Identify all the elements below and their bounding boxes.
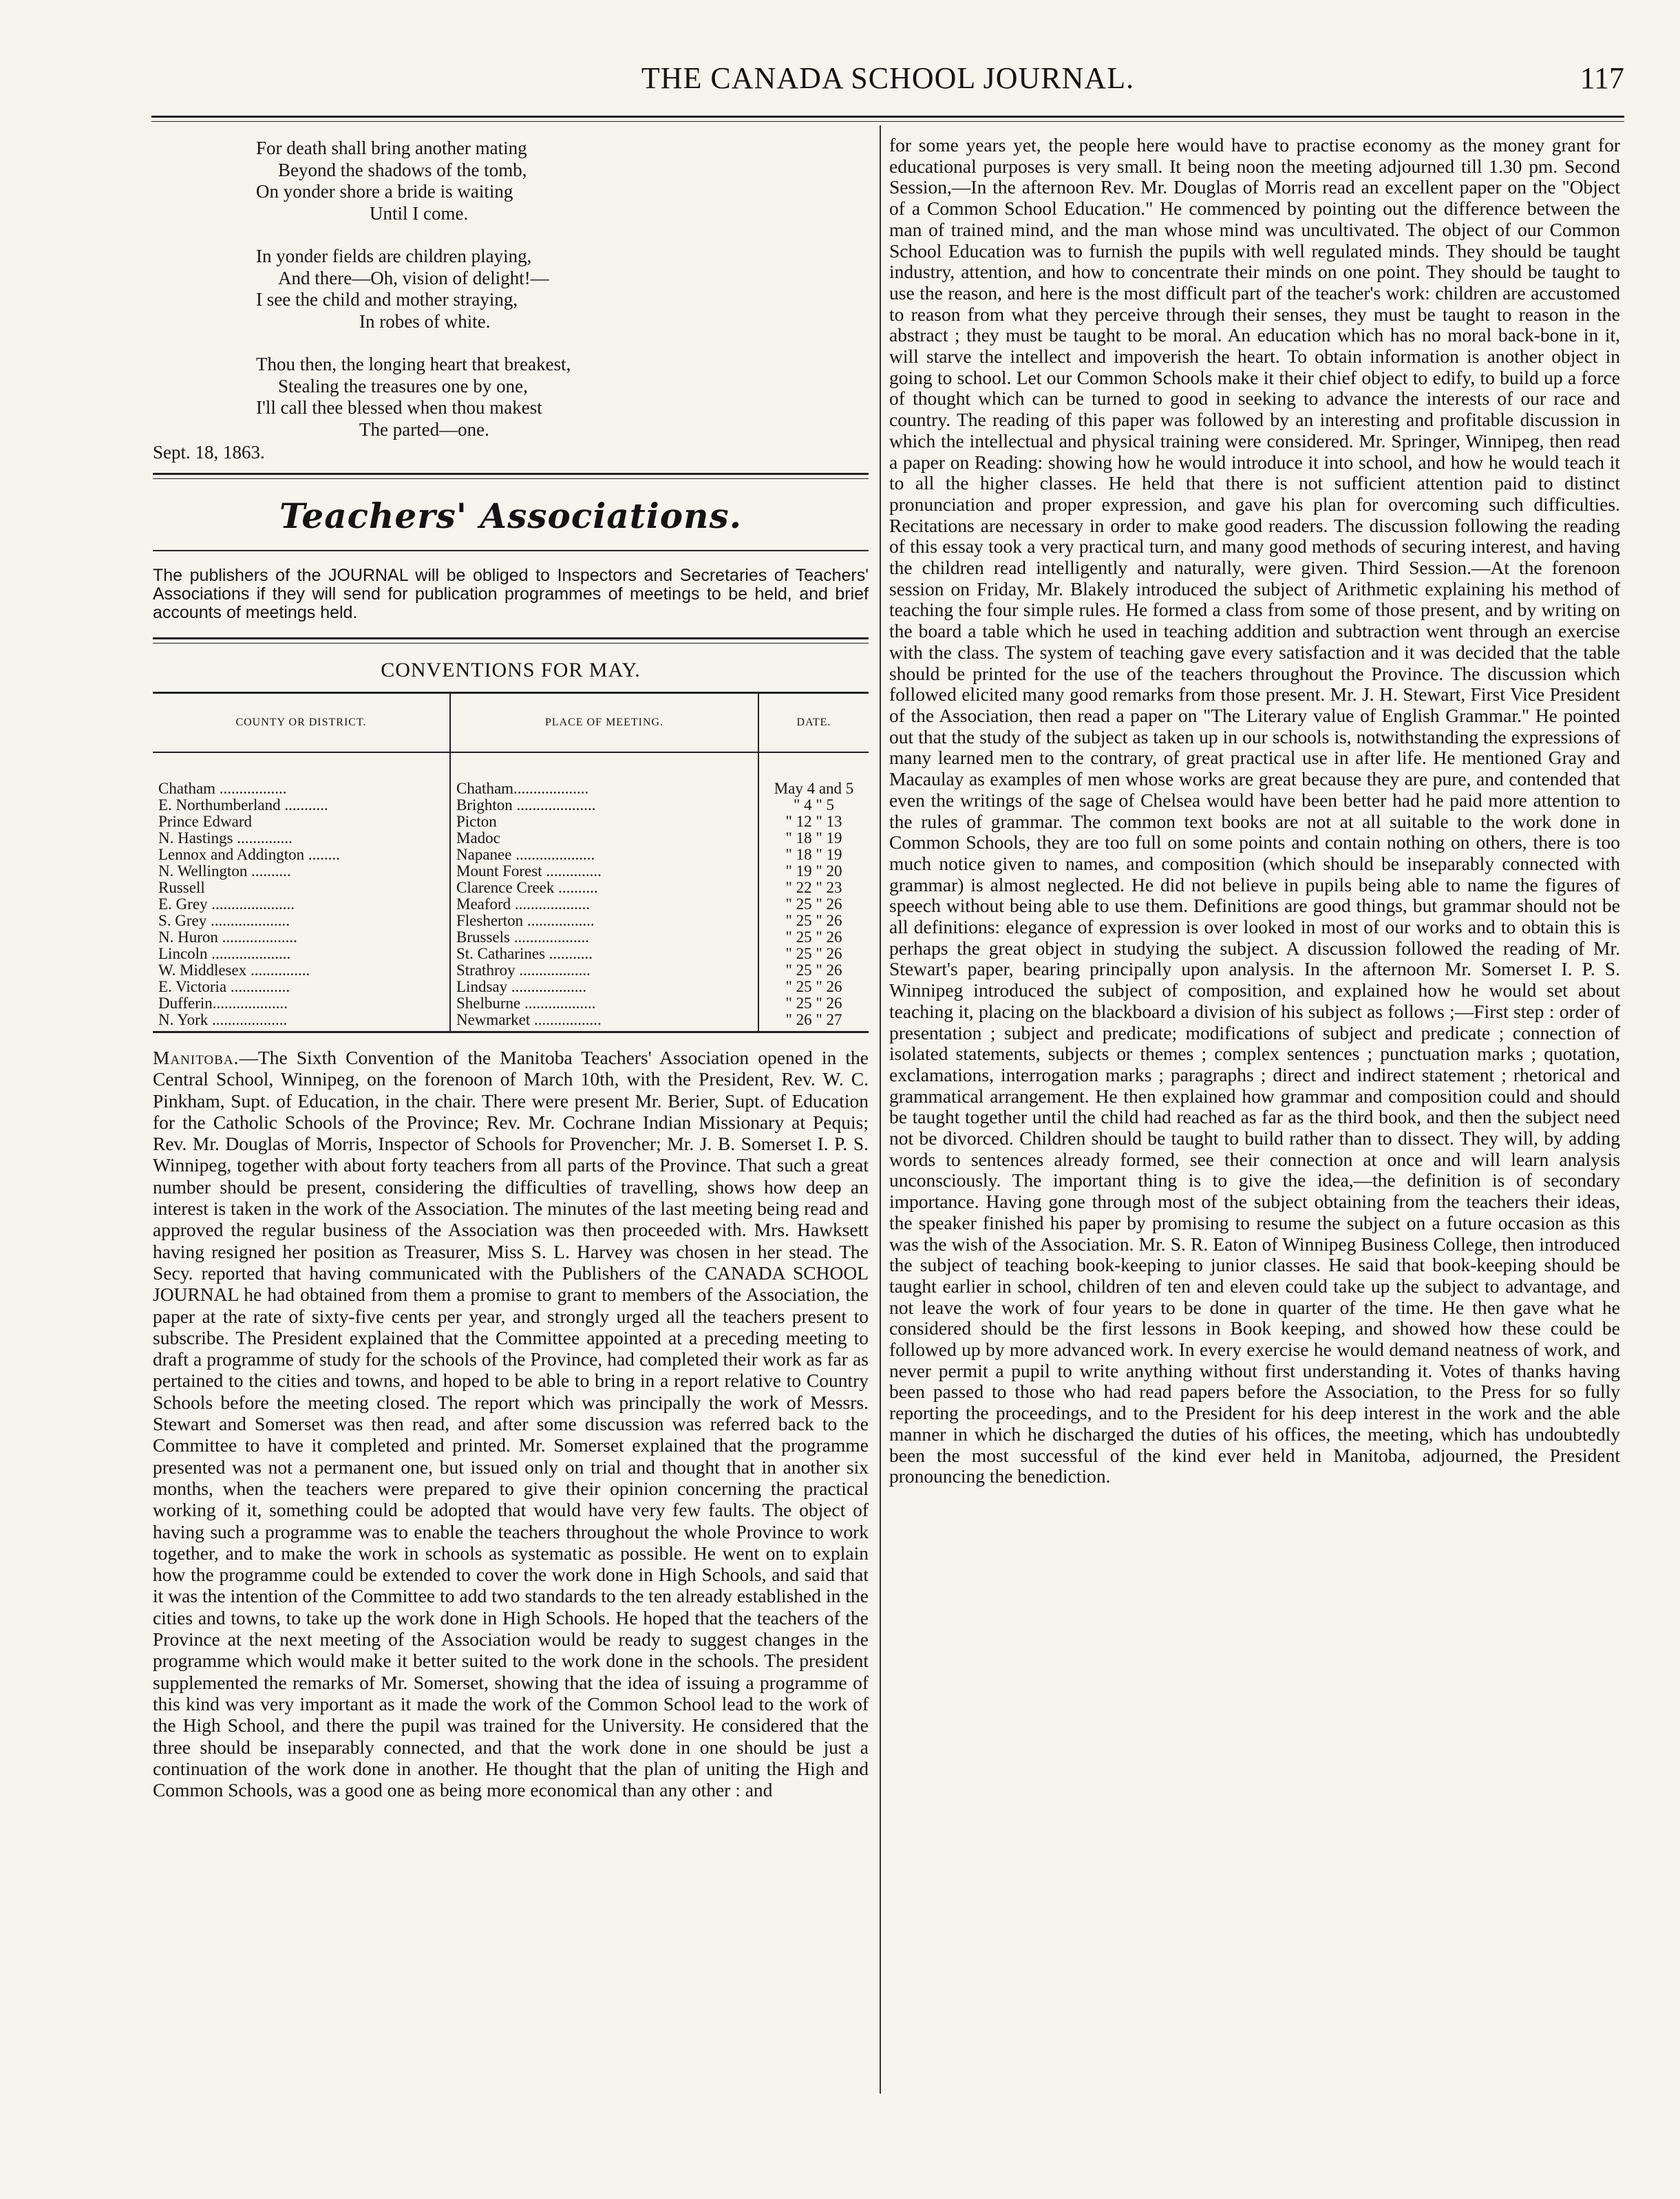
article-left-text <box>153 1047 869 1800</box>
column-header: DATE. <box>758 693 869 753</box>
poem-line: I'll call thee blessed when thou makest <box>256 397 542 418</box>
right-column <box>889 135 1620 1487</box>
date-cell: " 18 " 19 <box>785 829 842 847</box>
county-cell: N. Hastings .............. <box>153 830 450 847</box>
date-cell: " 22 " 23 <box>785 879 842 896</box>
place-cell: Clarence Creek .......... <box>450 880 758 896</box>
table-row <box>153 995 869 1012</box>
place-cell: Lindsay ................... <box>450 979 758 995</box>
place-cell: Strathroy .................. <box>450 962 758 979</box>
section-rule <box>153 473 869 475</box>
table-row <box>153 847 869 863</box>
county-cell: Chatham ................. <box>153 752 450 797</box>
date-cell: " 18 " 19 <box>785 846 842 863</box>
header-rule-thin <box>151 121 1624 122</box>
page-header <box>151 61 1624 102</box>
county-cell: S. Grey .................... <box>153 913 450 929</box>
place-cell: Picton <box>450 814 758 830</box>
date-cell: " 25 " 26 <box>785 962 842 979</box>
poem-line: On yonder shore a bride is waiting <box>256 181 513 202</box>
date-cell: " 25 " 26 <box>785 928 842 946</box>
county-cell: Prince Edward <box>153 814 450 830</box>
place-cell: Chatham................... <box>450 752 758 797</box>
article-lead: Manitoba. <box>153 1047 240 1068</box>
title-rule <box>153 550 869 551</box>
county-cell: Lennox and Addington ........ <box>153 847 450 863</box>
poem-line: I see the child and mother straying, <box>256 289 518 310</box>
place-cell: Shelburne .................. <box>450 995 758 1012</box>
place-cell: Meaford ................... <box>450 896 758 913</box>
poem <box>256 138 869 440</box>
table-row <box>153 880 869 896</box>
poem-line: In yonder fields are children playing, <box>256 246 532 266</box>
county-cell: Russell <box>153 880 450 896</box>
county-cell: Lincoln .................... <box>153 946 450 962</box>
header-rule <box>151 116 1624 118</box>
section-title: Teachers' Associations. <box>279 496 743 536</box>
page-number: 117 <box>1580 61 1624 95</box>
poem-date: Sept. 18, 1863. <box>153 442 265 463</box>
poem-line: And there—Oh, vision of delight!— <box>278 267 549 288</box>
county-cell: W. Middlesex ............... <box>153 962 450 979</box>
date-cell: " 25 " 26 <box>785 995 842 1012</box>
conventions-rows <box>153 752 869 1032</box>
poem-stanza <box>256 138 869 224</box>
table-row <box>153 896 869 913</box>
poem-line: The parted—one. <box>359 418 489 440</box>
table-row <box>153 830 869 847</box>
place-cell: Napanee .................... <box>450 847 758 863</box>
notice-rule <box>153 637 869 639</box>
table-row <box>153 797 869 814</box>
county-cell: Dufferin................... <box>153 995 450 1012</box>
place-cell: Brussels ................... <box>450 929 758 946</box>
county-cell: E. Victoria ............... <box>153 979 450 995</box>
publishers-notice: The publishers of the JOURNAL will be obliged to Inspectors and Secretaries of Teachers' Associations if they will send for publication programmes of meetings to be held, and brief accounts of meetings held. <box>153 566 869 622</box>
county-cell: E. Northumberland ........... <box>153 797 450 814</box>
column-header: COUNTY OR DISTRICT. <box>153 693 450 753</box>
date-cell: " 19 " 20 <box>785 862 842 880</box>
date-cell: " 25 " 26 <box>785 978 842 995</box>
date-cell: " 25 " 26 <box>785 895 842 913</box>
county-cell: N. Wellington .......... <box>153 863 450 880</box>
table-row <box>153 962 869 979</box>
journal-title: THE CANADA SCHOOL JOURNAL. <box>641 61 1135 95</box>
table-row <box>153 863 869 880</box>
poem-line: Stealing the treasures one by one, <box>278 375 528 396</box>
table-row <box>153 752 869 797</box>
poem-line: For death shall bring another mating <box>256 138 527 158</box>
table-row <box>153 929 869 946</box>
conventions-table <box>153 692 869 1033</box>
column-header: PLACE OF MEETING. <box>450 693 758 753</box>
table-row <box>153 1012 869 1032</box>
poem-stanza <box>256 246 869 332</box>
place-cell: Mount Forest .............. <box>450 863 758 880</box>
date-cell: May 4 and 5 <box>774 780 854 797</box>
notice-rule-thin <box>153 643 869 644</box>
date-cell: " 4 " 5 <box>793 796 835 814</box>
date-cell: " 26 " 27 <box>758 1012 869 1032</box>
date-cell: " 25 " 26 <box>785 945 842 962</box>
left-column <box>153 138 869 1800</box>
section-rule-thin <box>153 478 869 479</box>
poem-line: Beyond the shadows of the tomb, <box>278 159 527 180</box>
poem-line: In robes of white. <box>359 310 491 332</box>
table-row <box>153 946 869 962</box>
date-cell: " 12 " 13 <box>785 813 842 830</box>
article-right-text: for some years yet, the people here would have to practise economy as the money grant for educational purposes is very small. It being noon the meeting adjourned till 1.30 pm. Second Session,—In the afternoon Rev. Mr. Douglas of Morris read an excellent paper on the "Object of a Common School Education." He commenced by pointing out the difference between the man of trained mind, and the man whose mind was uncultivated. The object of our Common School Education was to furnish the pupils with well regulated minds. They should be taught industry, attention, and how to concentrate their minds on one point. They should be taught to use the reason, and here is the most difficult part of the teacher's work: children are accustomed to reason from what they perceive through their senses, they must be taught to reason in the abstract ; they must be taught to be moral. An education which has no moral back-bone in it, will starve the intellect and impoverish the heart. To obtain information is another object in going to school. Let our Common Schools make it their chief object to edify, to build up a force of thought which can be turned to good in seeking to advance the interests of our race and country. The reading of this paper was followed by an interesting and profitable discussion in which the intellectual and physical training were considered. Mr. Springer, Winnipeg, then read a paper on Reading: showing how he would introduce it into school, and how he would teach it to all the higher classes. He held that there is not sufficient attention paid to distinct pronunciation and proper expression, and gave his plan for overcoming such difficulties. Recitations are necessary in order to make good readers. The discussion following the reading of this essay took a very practical turn, and many good methods of securing interest, and having the children read intelligently and naturally, were given. Third Session.—At the forenoon session on Friday, Mr. Blakely introduced the subject of Arithmetic explaining his method of teaching the four simple rules. He formed a class from some of those present, and by writing on the board a table which he used in teaching addition and subtraction went through an exercise with the class. The system of teaching gave every satisfaction and it was decided that the table should be printed for the use of the teachers throughout the Province. The discussion which followed elicited many good remarks from those present. Mr. J. H. Stewart, First Vice President of the Association, then read a paper on "The Literary value of English Grammar." He pointed out that the study of the subject as taken up in our schools is, notwithstanding the expressions of many learned men to the contrary, of great practical use in after life. He mentioned Gray and Macaulay as examples of men whose works are great because they are pure, and contended that even the writings of the sage of Chelsea would have been better had he paid more attention to the rules of grammar. The common text books are not at all suitable to the work done in Common Schools, they are too full on some points and contain nothing on others, there is too much notice given to names, and composition (which should be inseparably connected with grammar) is almost neglected. He did not believe in pupils being able to name the figures of speech without being able to use them. Definitions are good things, but grammar should not be all definitions: elegance of expression is over looked in most of our works and to obtain this is perhaps the great object in studying the subject. A discussion followed the reading of Mr. Stewart's paper, bearing principally upon analysis. In the afternoon Mr. Somerset I. P. S. Winnipeg introduced the subject of composition, and explained how he would set about teaching it, placing on the blackboard a division of his subject as follows ;—First step : order of presentation ; subject and predicate; modifications of subject and predicate ; connection of isolated statements, subjects or themes ; complex sentences ; punctuation marks ; quotation, exclamations, interrogation marks ; paragraphs ; direct and indirect statement ; rhetorical and grammatical arrangement. He then explained how grammar and composition could and should be taught together until the child had reached as far as the third book, and then the subject need not be divorced. Children should be taught to build rather than to dissect. They will, by adding words to sentences already formed, see their connection at once and will learn analysis unconsciously. The important thing is to give the idea,—the definition is of secondary importance. Having gone through most of the subject obtaining from the teachers their ideas, the speaker finished his paper by promising to resume the subject on a future occasion as this was the wish of the Association. Mr. S. R. Eaton of Winnipeg Business College, then introduced the subject of teaching book-keeping to junior classes. He said that book-keeping should be taught earlier in school, children of ten and eleven could take up the subject to advantage, and not leave the work of four years to be done in quarter of the time. He then gave what he considered should be the first lessons in Book keeping, and showed how these could be followed up by more advanced work. In every exercise he would demand neatness of work, and never permit a pupil to write anything without first understanding it. Votes of thanks having been passed to those who had read papers before the Association, to the Press for so fully reporting the proceedings, and to the President for his deep interest in the work and the able manner in which he discharged the duties of his offices, the meeting, which has undoubtedly been the most successful of the kind ever held in Manitoba, adjourned, the President pronouncing the benediction. <box>889 134 1620 1487</box>
poem-stanza <box>256 354 869 440</box>
poem-line: Thou then, the longing heart that breakest, <box>256 354 571 374</box>
place-cell: Madoc <box>450 830 758 847</box>
place-cell: Flesherton ................. <box>450 913 758 929</box>
table-row <box>153 913 869 929</box>
county-cell: N. Huron ................... <box>153 929 450 946</box>
article-body-left: —The Sixth Convention of the Manitoba Teachers' Association opened in the Central School, Winnipeg, on the forenoon of March 10th, with the President, Rev. W. C. Pinkham, Supt. of Education, in the chair. There were present Mr. Berier, Supt. of Education for the Catholic Schools of the Province; Rev. Mr. Cochrane Indian Missionary at Pequis; Rev. Mr. Douglas of Morris, Inspector of Schools for Provencher; Mr. J. B. Somerset I. P. S. Winnipeg, together with about forty teachers from all parts of the Province. That such a great number should be present, considering the difficulties of travelling, shows how deep an interest is taken in the work of the Association. The minutes of the last meeting being read and approved the regular business of the Association was then proceeded with. Mrs. Hawksett having resigned her position as Treasurer, Miss S. L. Harvey was chosen in her stead. The Secy. reported that having communicated with the Publishers of the CANADA SCHOOL JOURNAL he had obtained from them a promise to grant to members of the Association, the paper at the rate of sixty-five cents per year, and strongly urged all the teachers present to subscribe. The President explained that the Committee appointed at a preceding meeting to draft a programme of study for the schools of the Province, had completed their work as far as pertained to the cities and towns, and hoped to be able to bring in a report relative to Country Schools before the meeting closed. The report which was principally the work of Messrs. Stewart and Somerset was then read, and after some discussion was referred back to the Committee to have it completed and printed. Mr. Somerset explained that the programme presented was not a permanent one, but issued only on trial and thought that in another six months, when the teachers were prepared to give their opinion concerning the practical working of it, something could be adopted that would have very few faults. The object of having such a programme was to enable the teachers throughout the whole Province to work together, and to make the work in schools as systematic as possible. He went on to explain how the programme could be extended to cover the work done in High Schools, and said that it was the intention of the Committee to add two standards to the ten already established in the cities and towns, to take up the work done in High Schools. He hoped that the teachers of the Province at the next meeting of the Association would be ready to suggest changes in the programme which would make it better suited to the work done in the schools. The president supplemented the remarks of Mr. Somerset, showing that the idea of issuing a programme of this kind was very important as it made the work of the Common School lead to the work of the High School, and there the pupil was trained for the University. He considered that the three should be inseparably connected, and that the work done in one should be just a continuation of the work done in another. He thought that the plan of uniting the High and Common Schools, was a good one as being more economical than any other : and <box>153 1047 869 1801</box>
table-row <box>153 814 869 830</box>
poem-line: Until I come. <box>370 202 469 224</box>
place-cell: Brighton .................... <box>450 797 758 814</box>
column-separator <box>880 125 881 2094</box>
table-row <box>153 979 869 995</box>
county-cell: N. York ................... <box>153 1012 450 1032</box>
place-cell: St. Catharines ........... <box>450 946 758 962</box>
place-cell: Newmarket ................. <box>450 1012 758 1032</box>
table-header-row <box>153 693 869 753</box>
conventions-title: CONVENTIONS FOR MAY. <box>381 659 641 681</box>
date-cell: " 25 " 26 <box>785 912 842 929</box>
county-cell: E. Grey ..................... <box>153 896 450 913</box>
